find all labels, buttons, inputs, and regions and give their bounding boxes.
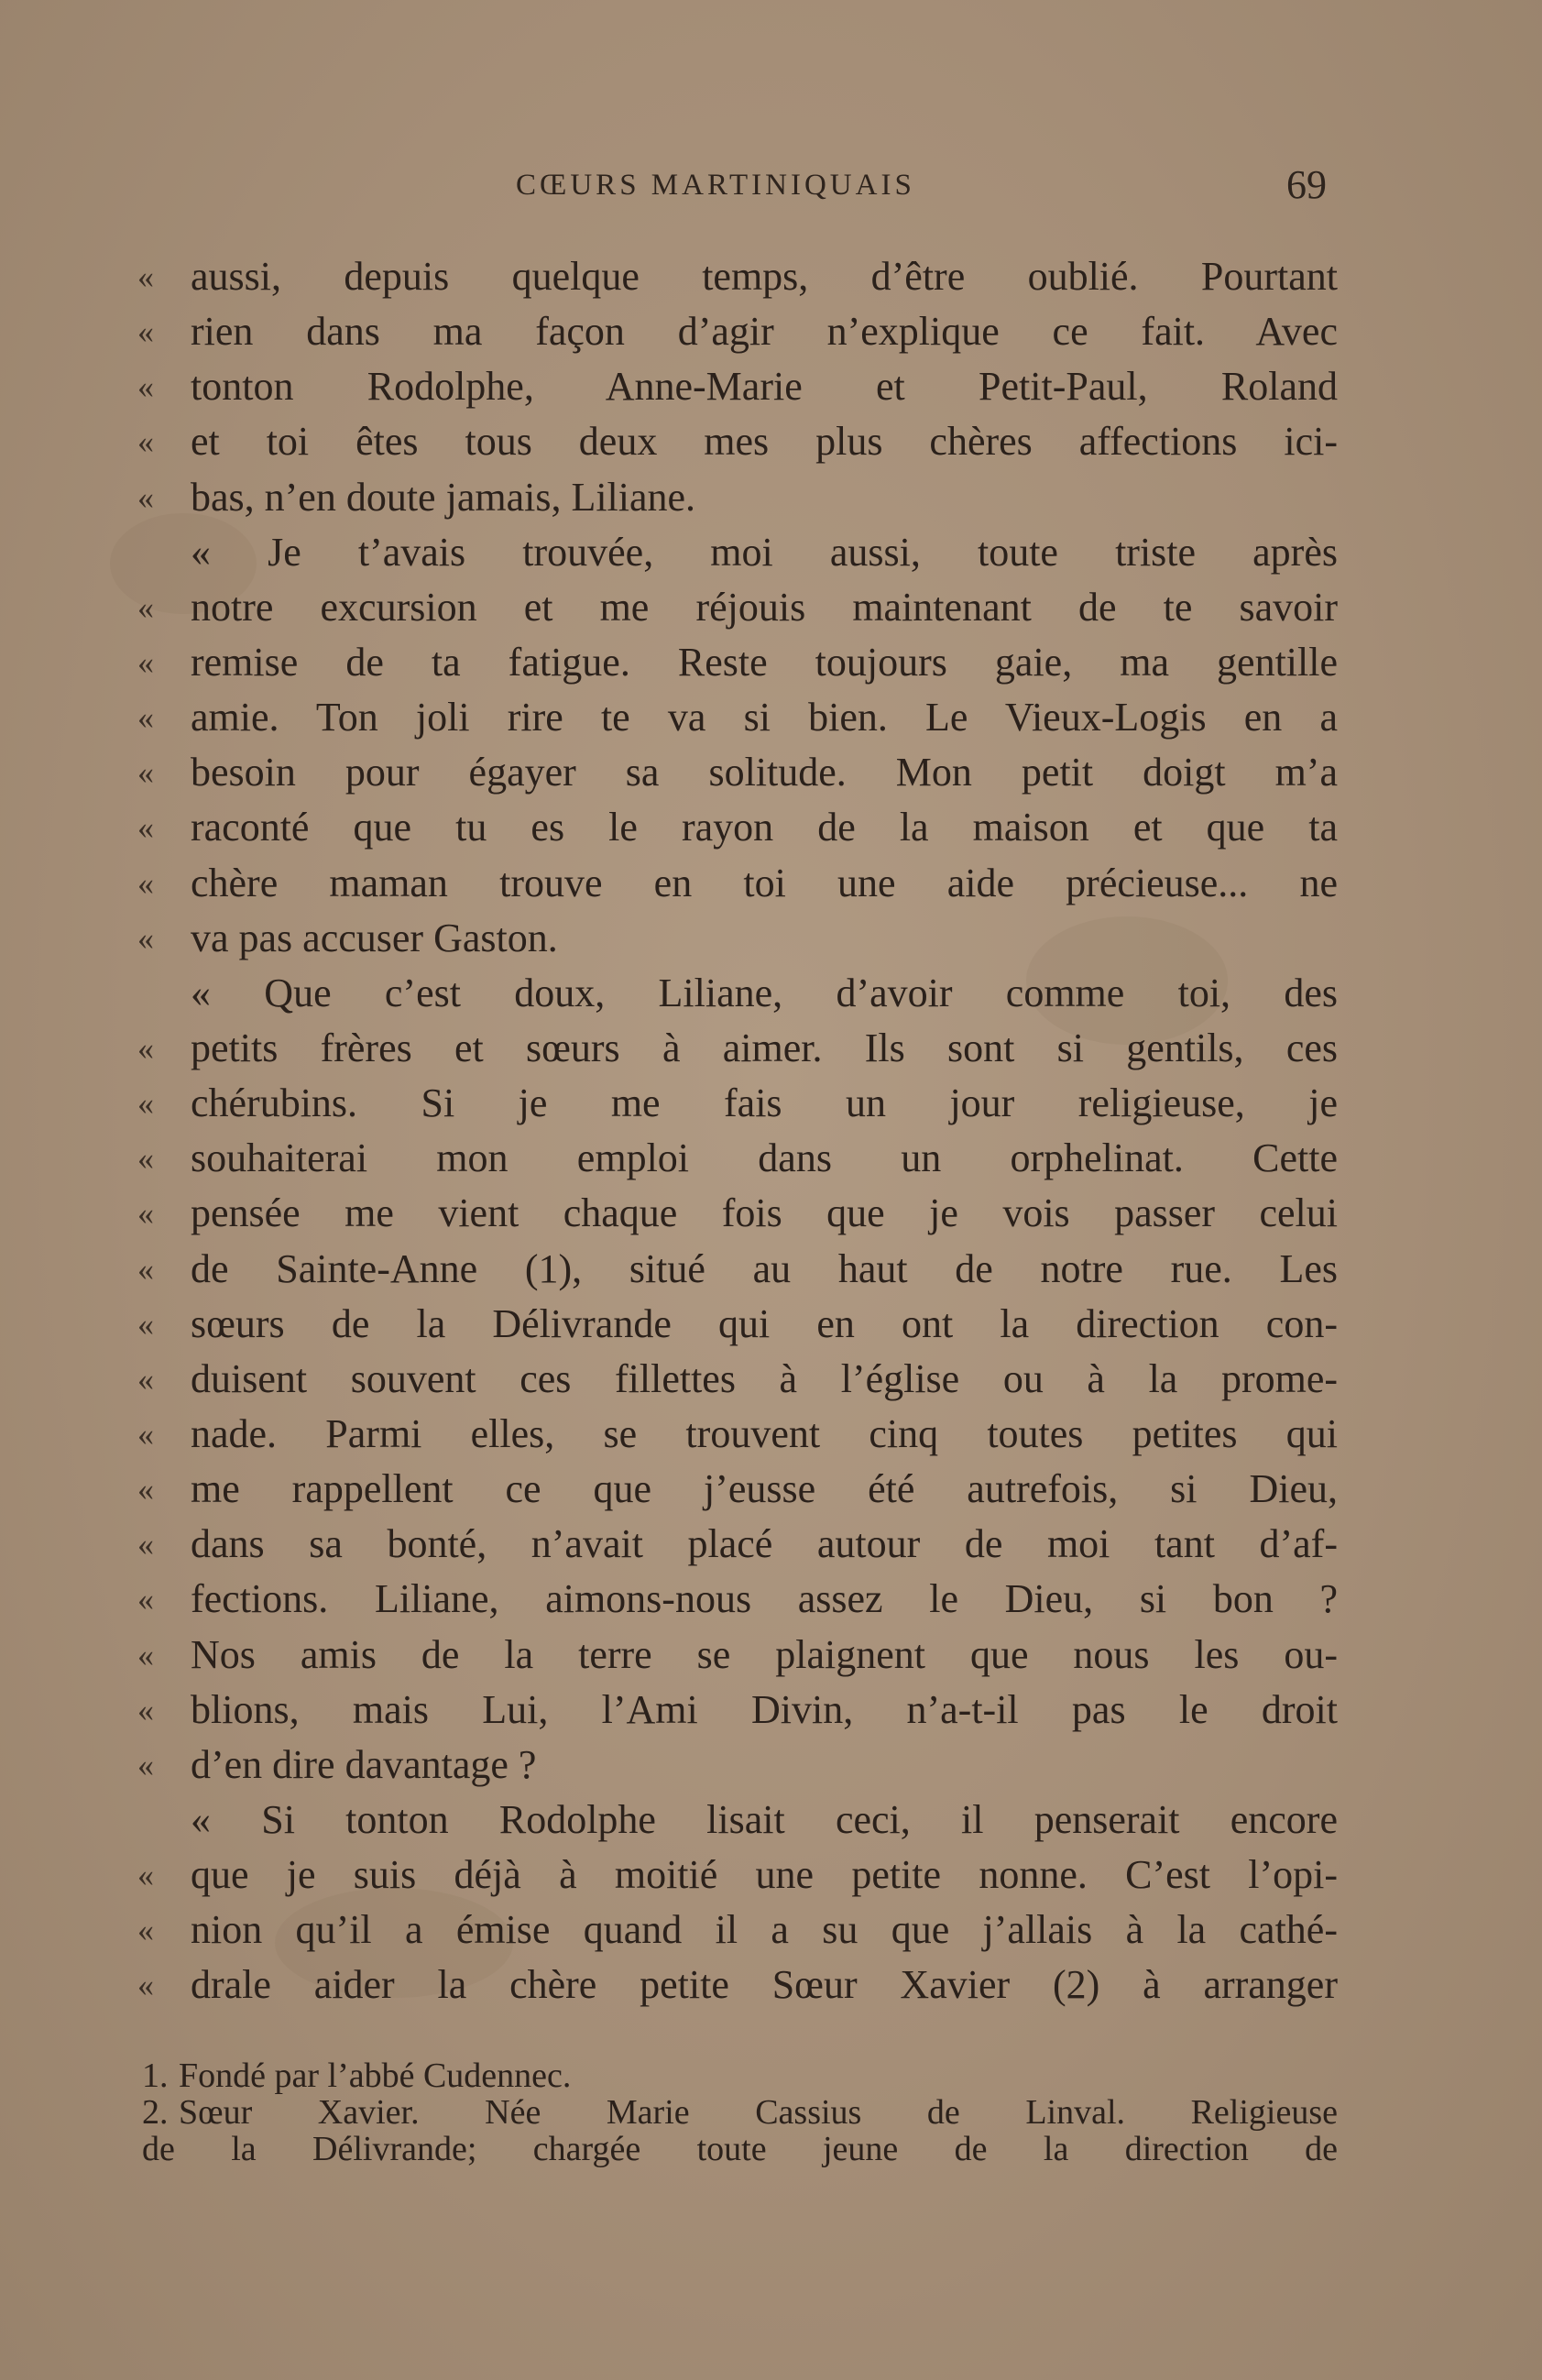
text-line xyxy=(137,525,1338,580)
text-line xyxy=(137,911,1338,966)
quote-mark: « xyxy=(137,258,154,295)
line-text: besoin pour égayer sa solitude. Mon petit doigt m’a xyxy=(191,750,1338,795)
quote-mark: « xyxy=(137,1581,154,1618)
quote-mark: « xyxy=(137,1029,154,1067)
footnote-continuation xyxy=(142,2131,1338,2167)
quote-mark: « xyxy=(137,478,154,516)
quote-mark: « xyxy=(137,1360,154,1398)
text-line xyxy=(137,1628,1338,1683)
text-line xyxy=(137,470,1338,525)
line-text: pensée me vient chaque fois que je vois passer celui xyxy=(191,1190,1338,1236)
text-line xyxy=(137,1297,1338,1352)
line-text: petits frères et sœurs à aimer. Ils sont si gentils, ces xyxy=(191,1025,1338,1070)
line-text: nade. Parmi elles, se trouvent cinq toutes petites qui xyxy=(191,1410,1338,1456)
quote-mark: « xyxy=(137,864,154,902)
line-text: « Si tonton Rodolphe lisait ceci, il penserait encore xyxy=(191,1796,1338,1842)
footnote xyxy=(142,2094,1338,2131)
quote-mark: « xyxy=(137,1746,154,1783)
quote-mark: « xyxy=(137,1636,154,1673)
footnote-number: 1. xyxy=(142,2056,169,2095)
text-line xyxy=(137,690,1338,745)
footnotes xyxy=(142,2057,1338,2167)
line-text: rien dans ma façon d’agir n’explique ce fait. Avec xyxy=(191,309,1338,355)
text-line xyxy=(137,800,1338,855)
line-text: de Sainte-Anne (1), situé au haut de notre rue. Les xyxy=(191,1245,1338,1291)
line-text: raconté que tu es le rayon de la maison et que ta xyxy=(191,805,1338,850)
quote-mark: « xyxy=(137,1140,154,1178)
line-text: sœurs de la Délivrande qui en ont la direction con- xyxy=(191,1300,1338,1346)
line-text: nion qu’il a émise quand il a su que j’allais à la cathé- xyxy=(191,1907,1338,1953)
line-text: et toi êtes tous deux mes plus chères affections ici- xyxy=(191,419,1338,465)
text-line xyxy=(137,414,1338,469)
line-text: « Que c’est doux, Liliane, d’avoir comme toi, des xyxy=(191,970,1338,1015)
body-text xyxy=(137,249,1338,2013)
line-text: duisent souvent ces fillettes à l’église ou à la prome- xyxy=(191,1355,1338,1401)
text-line xyxy=(137,1848,1338,1903)
text-line xyxy=(137,966,1338,1021)
line-text: chère maman trouve en toi une aide précieuse... ne xyxy=(191,860,1338,905)
text-line xyxy=(137,1738,1338,1793)
text-line xyxy=(137,745,1338,800)
quote-mark: « xyxy=(137,1857,154,1894)
quote-mark: « xyxy=(137,699,154,737)
text-line xyxy=(137,1903,1338,1958)
text-line xyxy=(137,1462,1338,1517)
line-text: amie. Ton joli rire te va si bien. Le Vieux-Logis en a xyxy=(191,695,1338,740)
page-number: 69 xyxy=(1286,162,1327,207)
quote-mark: « xyxy=(137,754,154,792)
text-line xyxy=(137,1407,1338,1462)
line-text: va pas accuser Gaston. xyxy=(191,915,558,960)
quote-mark: « xyxy=(137,1526,154,1563)
quote-mark: « xyxy=(137,1305,154,1343)
line-text: bas, n’en doute jamais, Liliane. xyxy=(191,474,696,520)
text-line xyxy=(137,359,1338,414)
running-title: CŒURS MARTINIQUAIS xyxy=(516,169,915,202)
quote-mark: « xyxy=(137,1085,154,1123)
line-text: Nos amis de la terre se plaignent que nous les ou- xyxy=(191,1631,1338,1677)
text-line xyxy=(137,1352,1338,1407)
line-text: notre excursion et me réjouis maintenant de te savoir xyxy=(191,584,1338,630)
footnote-text: de la Délivrande; chargée toute jeune de la direction de xyxy=(142,2130,1338,2168)
line-text: que je suis déjà à moitié une petite nonne. C’est l’opi- xyxy=(191,1852,1338,1898)
quote-mark: « xyxy=(137,423,154,461)
text-line xyxy=(137,1076,1338,1131)
line-text: dans sa bonté, n’avait placé autour de moi tant d’af- xyxy=(191,1521,1338,1567)
text-line xyxy=(137,856,1338,911)
line-text: blions, mais Lui, l’Ami Divin, n’a-t-il pas le droit xyxy=(191,1686,1338,1732)
footnote xyxy=(142,2057,1338,2094)
footnote-text: Sœur Xavier. Née Marie Cassius de Linval. Religieuse xyxy=(179,2093,1338,2132)
line-text: me rappellent ce que j’eusse été autrefois, si Dieu, xyxy=(191,1466,1338,1512)
quote-mark: « xyxy=(137,1471,154,1508)
text-line xyxy=(137,1186,1338,1241)
quote-mark: « xyxy=(137,1912,154,1949)
footnote-number: 2. xyxy=(142,2093,169,2132)
line-text: aussi, depuis quelque temps, d’être oublié. Pourtant xyxy=(191,254,1338,299)
text-line xyxy=(137,1131,1338,1186)
text-line xyxy=(137,580,1338,635)
quote-mark: « xyxy=(137,1195,154,1233)
line-text: fections. Liliane, aimons-nous assez le Dieu, si bon ? xyxy=(191,1576,1338,1622)
text-line xyxy=(137,1517,1338,1572)
quote-mark: « xyxy=(137,368,154,406)
line-text: souhaiterai mon emploi dans un orphelinat. Cette xyxy=(191,1135,1338,1181)
quote-mark: « xyxy=(137,588,154,626)
quote-mark: « xyxy=(137,1415,154,1453)
text-line xyxy=(137,1793,1338,1848)
quote-mark: « xyxy=(137,1691,154,1728)
text-line xyxy=(137,1958,1338,2013)
text-line xyxy=(137,1021,1338,1076)
line-text: remise de ta fatigue. Reste toujours gaie, ma gentille xyxy=(191,639,1338,685)
text-line xyxy=(137,1572,1338,1627)
quote-mark: « xyxy=(137,809,154,847)
quote-mark: « xyxy=(137,1967,154,2004)
text-line xyxy=(137,1683,1338,1738)
quote-mark: « xyxy=(137,1250,154,1288)
text-line xyxy=(137,1242,1338,1297)
running-head xyxy=(0,161,1542,207)
quote-mark: « xyxy=(137,643,154,681)
line-text: « Je t’avais trouvée, moi aussi, toute triste après xyxy=(191,529,1338,575)
line-text: tonton Rodolphe, Anne-Marie et Petit-Paul, Roland xyxy=(191,364,1338,410)
line-text: chérubins. Si je me fais un jour religieuse, je xyxy=(191,1080,1338,1126)
text-line xyxy=(137,635,1338,690)
quote-mark: « xyxy=(137,919,154,957)
text-line xyxy=(137,304,1338,359)
line-text: drale aider la chère petite Sœur Xavier (2) à arranger xyxy=(191,1962,1338,2008)
line-text: d’en dire davantage ? xyxy=(191,1741,537,1787)
text-line xyxy=(137,249,1338,304)
quote-mark: « xyxy=(137,313,154,351)
footnote-text: Fondé par l’abbé Cudennec. xyxy=(179,2056,572,2095)
